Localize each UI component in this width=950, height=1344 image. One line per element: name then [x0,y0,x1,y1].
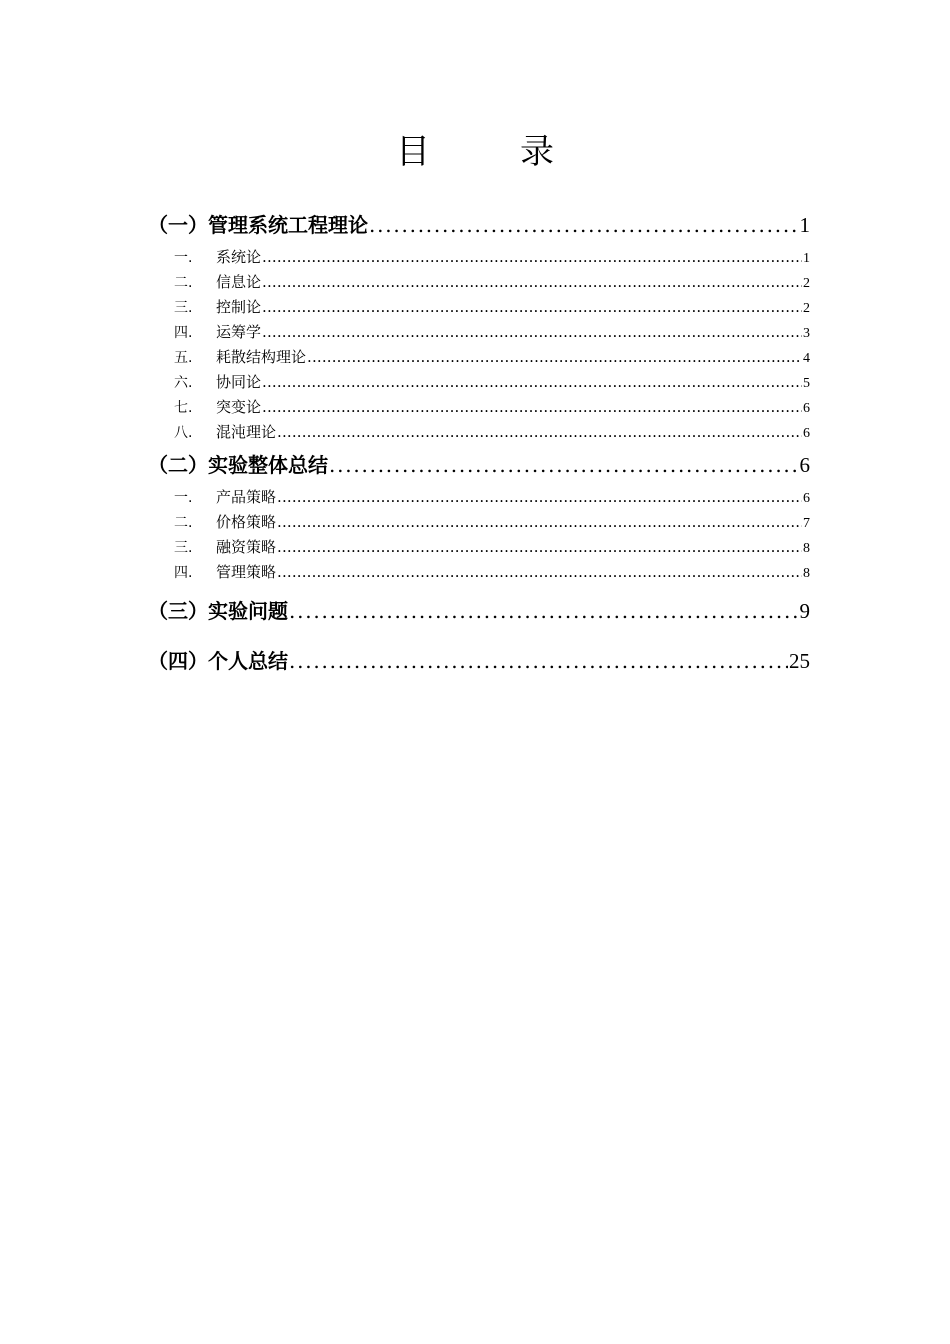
toc-page-number: 6 [799,453,810,477]
toc-item[interactable] [148,295,810,320]
toc-item-number: 一. [174,490,193,506]
dot-leader [277,510,802,535]
toc-page-number: 5 [803,376,810,391]
toc-item[interactable] [148,485,810,510]
page-title: 目 录 [396,132,582,172]
toc-item-label: 协同论 [216,373,262,391]
toc-section-3[interactable] [148,591,810,631]
dot-leader [277,485,802,510]
toc-page-number: 3 [803,326,810,341]
toc-section-label: （一）管理系统工程理论 [148,213,368,237]
dot-leader [277,560,802,585]
toc-page-number: 6 [803,491,810,506]
toc-item[interactable] [148,420,810,445]
toc-page-number: 7 [803,516,810,531]
toc-page-number: 1 [799,213,810,237]
toc-page-number: 25 [789,649,810,673]
toc-item-number: 六. [174,375,193,391]
dot-leader [289,641,788,681]
dot-leader [277,420,802,445]
toc-section-2[interactable] [148,445,810,485]
dot-leader [262,370,802,395]
dot-leader [262,245,802,270]
dot-leader [262,270,802,295]
toc-item[interactable] [148,370,810,395]
table-of-contents [148,205,810,681]
toc-page-number: 9 [799,599,810,623]
toc-page-number: 8 [803,566,810,581]
toc-section-4[interactable] [148,641,810,681]
toc-item[interactable] [148,245,810,270]
toc-page-number: 6 [803,426,810,441]
toc-section-1[interactable] [148,205,810,245]
toc-item-number: 五. [174,350,193,366]
toc-page-number: 4 [803,351,810,366]
toc-item-label: 耗散结构理论 [216,348,307,366]
toc-item-label: 产品策略 [216,488,277,506]
toc-item-number: 一. [174,250,193,266]
toc-item-number: 七. [174,400,193,416]
dot-leader [369,205,799,245]
toc-item-label: 突变论 [216,398,262,416]
dot-leader [289,591,799,631]
dot-leader [262,320,802,345]
toc-item[interactable] [148,560,810,585]
toc-item[interactable] [148,510,810,535]
toc-item-number: 二. [174,515,193,531]
toc-page-number: 2 [803,301,810,316]
dot-leader [262,395,802,420]
toc-item-label: 控制论 [216,298,262,316]
toc-item[interactable] [148,535,810,560]
toc-item-label: 融资策略 [216,538,277,556]
toc-item[interactable] [148,395,810,420]
toc-page-number: 2 [803,276,810,291]
toc-item-number: 四. [174,565,193,581]
dot-leader [262,295,802,320]
toc-item-label: 信息论 [216,273,262,291]
toc-item-number: 八. [174,425,193,441]
toc-item-number: 三. [174,300,193,316]
toc-item[interactable] [148,270,810,295]
toc-item[interactable] [148,345,810,370]
toc-item-label: 系统论 [216,248,262,266]
toc-item-number: 四. [174,325,193,341]
dot-leader [307,345,802,370]
dot-leader [277,535,802,560]
toc-section-label: （四）个人总结 [148,649,288,673]
toc-item-label: 价格策略 [216,513,277,531]
toc-section-label: （二）实验整体总结 [148,453,328,477]
toc-item-label: 管理策略 [216,563,277,581]
toc-section-label: （三）实验问题 [148,599,288,623]
toc-page-number: 8 [803,541,810,556]
toc-item-label: 混沌理论 [216,423,277,441]
toc-item-number: 二. [174,275,193,291]
toc-page-number: 1 [803,251,810,266]
dot-leader [329,445,799,485]
toc-page-number: 6 [803,401,810,416]
toc-item[interactable] [148,320,810,345]
toc-item-label: 运筹学 [216,323,262,341]
toc-item-number: 三. [174,540,193,556]
